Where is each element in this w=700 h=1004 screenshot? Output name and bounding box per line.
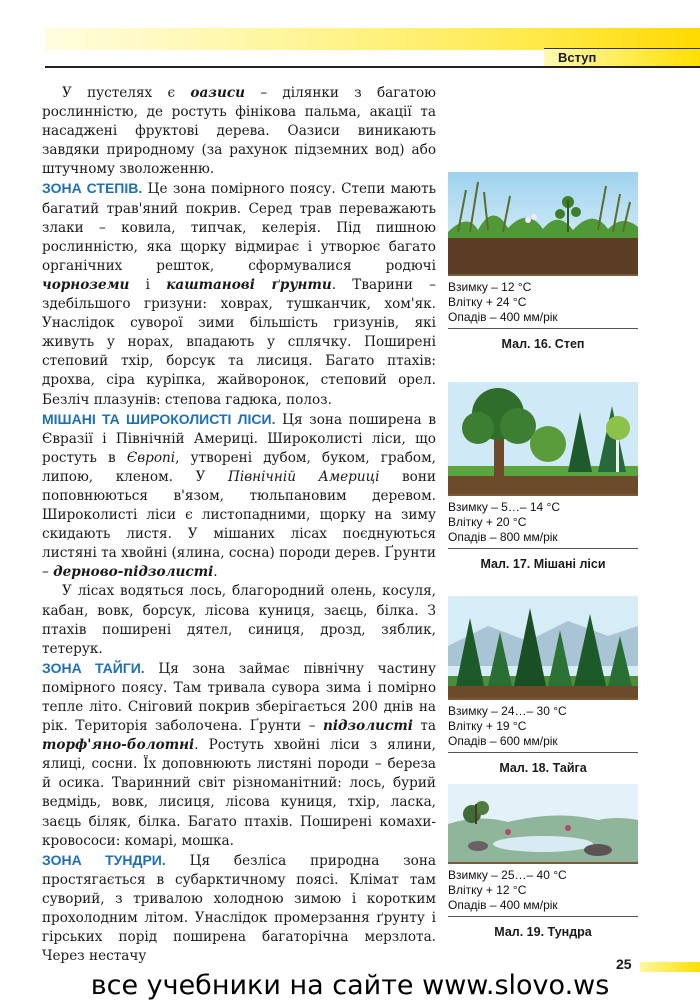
heading-mixed-forest: МІШАНІ ТА ШИРОКОЛИСТІ ЛІСИ.	[42, 410, 276, 427]
climate-taiga: Взимку – 24…– 30 °С Влітку + 19 °С Опадів – 600 мм/рік	[448, 704, 567, 748]
section-label: Вступ	[544, 48, 700, 66]
main-text-column	[42, 84, 436, 966]
figure-rule	[448, 752, 638, 753]
paragraph-steppe: ЗОНА СТЕПІВ. Це зона помірного поясу. Степи мають багатий трав'яний покрив. Серед трав переважають злаки – ковила, типчак, келерія. Під пишною рослинністю, яка щорку відмирає і утворює багато органічних решток, сформувалися родючі чорноземи і каштанові ґрунти. Тварини – здебільшого гризуни: ховрах, тушканчик, хом'як. Унаслідок суворої зими більшість гризунів, які живуть у норах, впадають у сплячку. Поширені степовий тхір, борсук та лисиця. Багато птахів: дрохва, сіра куріпка, жайворонок, степовий орел. Безліч плазунів: степова гадюка, полоз.	[42, 180, 436, 408]
figure-mixed-forest	[448, 382, 638, 571]
figure-caption: Мал. 17. Мішані ліси	[480, 557, 606, 571]
term-peat-bog: торф'яно-болотні	[42, 737, 195, 754]
figure-caption: Мал. 19. Тундра	[494, 925, 592, 939]
figure-tundra	[448, 784, 638, 939]
heading-steppe: ЗОНА СТЕПІВ.	[42, 180, 143, 197]
tundra-illustration	[448, 784, 638, 864]
paragraph-oases: У пустелях є оазиси – ділянки з багатою рослинністю, де ростуть фінікова пальма, акації та насаджені фруктові дерева. Оазиси виникають завдяки природному (за рахунок підземних вод) або штучному зволоженню.	[42, 85, 436, 178]
paragraph-forest-animals: У лісах водяться лось, благородний олень, косуля, кабан, вовк, борсук, лісова куниця, заєць, білка. З птахів поширені дятел, синиця, дрозд, зяблик, тетерук.	[42, 583, 436, 657]
figure-caption: Мал. 16. Степ	[501, 337, 585, 351]
figure-steppe	[448, 172, 638, 351]
page-number: 25	[616, 956, 632, 972]
term-chestnut-soils: каштанові ґрунти	[166, 276, 332, 293]
heading-tundra: ЗОНА ТУНДРИ.	[42, 851, 166, 868]
figure-caption: Мал. 18. Тайга	[499, 761, 587, 775]
term-oases: оазиси	[190, 85, 246, 101]
paragraph-tundra: ЗОНА ТУНДРИ. Ця безліса природна зона простягається в субарктичному поясі. Клімат там суворий, з тривалою холодною зимою і коротким прохолодним літом. Унаслідок промерзання ґрунту і гірських порід поширена багаторічна мерзлота. Через нестачу	[42, 851, 436, 965]
steppe-illustration	[448, 172, 638, 276]
heading-taiga: ЗОНА ТАЙГИ.	[42, 659, 145, 676]
term-soddy-podzolic: дерново-підзолисті	[53, 564, 214, 581]
mixed-forest-illustration	[448, 382, 638, 496]
figure-taiga	[448, 596, 638, 775]
taiga-illustration	[448, 596, 638, 700]
figure-rule	[448, 916, 638, 917]
footer-watermark-text: все учебники на сайте www.slovo.ws	[90, 970, 610, 1001]
header-rule	[45, 66, 700, 68]
term-chernozem: чорноземи	[42, 276, 130, 293]
figure-rule	[448, 328, 638, 329]
header-color-band	[45, 28, 700, 50]
paragraph-mixed-forest: МІШАНІ ТА ШИРОКОЛИСТІ ЛІСИ. Ця зона поширена в Євразії і Північній Америці. Широколисті ліси, що ростуть в Європі, утворені дубом, буком, грабом, липою, кленом. У Північній Америці вони поповнюються в'язом, тюльпановим деревом. Широколисті ліси є листопадними, щорку на зиму скидають листя. У мішаних лісах поєднуються листяні та хвойні (ялина, сосна) породи дерев. Ґрунти – дерново-підзолисті.	[42, 410, 436, 581]
term-podzolic: підзолисті	[322, 718, 413, 735]
climate-mixed-forest: Взимку – 5…– 14 °С Влітку + 20 °С Опадів – 800 мм/рік	[448, 500, 561, 544]
paragraph-taiga: ЗОНА ТАЙГИ. Ця зона займає північну частину помірного поясу. Там тривала сувора зима і помірно тепле літо. Сніговий покрив зберігається 200 днів на рік. Територія заболочена. Ґрунти – підзолисті та торф'яно-болотні. Ростуть хвойні ліси з ялини, ялиці, сосни. Їх доповнюють листяні породи – береза й осика. Тваринний світ різноманітний: лось, бурий ведмідь, вовк, лисиця, лісова куниця, тхір, ласка, заєць біляк, білка. Багато птахів. Поширені комахи-кровососи: комарі, мошка.	[42, 659, 436, 849]
climate-tundra: Взимку – 25…– 40 °С Влітку + 12 °С Опадів – 400 мм/рік	[448, 868, 567, 912]
climate-steppe: Взимку – 12 °С Влітку + 24 °С Опадів – 400 мм/рік	[448, 280, 558, 324]
figure-rule	[448, 548, 638, 549]
